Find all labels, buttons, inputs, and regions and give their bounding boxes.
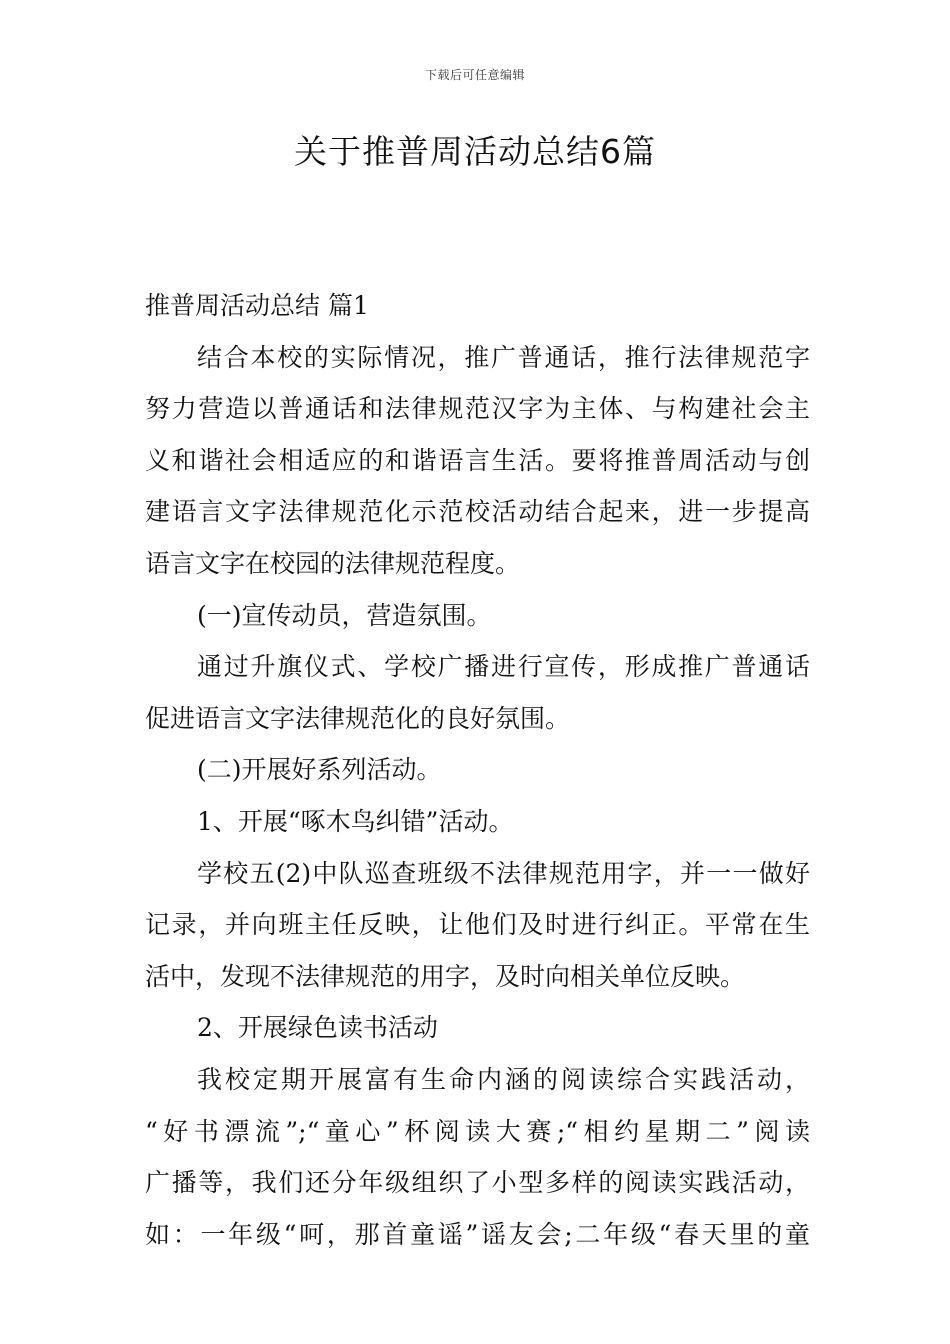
paragraph-line: 学校五(2)中队巡查班级不法律规范用字，并一一做好	[197, 858, 810, 888]
paragraph-line: 建语言文字法律规范化示范校活动结合起来，进一步提高	[145, 497, 810, 527]
paragraph-line: 语言文字在校园的法律规范程度。	[145, 548, 521, 578]
paragraph-line: 义和谐社会相适应的和谐语言生活。要将推普周活动与创	[145, 445, 810, 475]
paragraph-line: 结合本校的实际情况，推广普通话，推行法律规范字	[197, 342, 810, 372]
paragraph-line: (一)宣传动员，营造氛围。	[197, 600, 492, 630]
paragraph-line: 活中，发现不法律规范的用字，及时向相关单位反映。	[145, 961, 746, 991]
paragraph-line: 通过升旗仪式、学校广播进行宣传，形成推广普通话	[197, 652, 810, 682]
paragraph-line: 广播等，我们还分年级组织了小型多样的阅读实践活动，	[145, 1168, 810, 1198]
paragraph-line: (二)开展好系列活动。	[197, 755, 442, 785]
paragraph-line: 促进语言文字法律规范化的良好氛围。	[145, 703, 571, 733]
paragraph-line: 我校定期开展富有生命内涵的阅读综合实践活动，	[197, 1064, 810, 1094]
paragraph-line: 2、开展绿色读书活动	[197, 1013, 438, 1043]
document-title: 关于推普周活动总结6篇	[294, 132, 656, 171]
paragraph-line: 努力营造以普通话和法律规范汉字为主体、与构建社会主	[145, 394, 810, 424]
paragraph-line: “好书漂流”;“童心”杯阅读大赛;“相约星期二”阅读	[145, 1116, 810, 1146]
document-body	[145, 280, 810, 1260]
paragraph-line: 如：一年级“呵，那首童谣”谣友会;二年级“春天里的童	[145, 1219, 810, 1249]
header-note: 下载后可任意编辑	[424, 68, 525, 82]
paragraph-line: 推普周活动总结 篇1	[145, 291, 369, 320]
paragraph-line: 记录，并向班主任反映，让他们及时进行纠正。平常在生	[145, 910, 810, 940]
paragraph-line: 1、开展“啄木鸟纠错”活动。	[197, 806, 514, 836]
